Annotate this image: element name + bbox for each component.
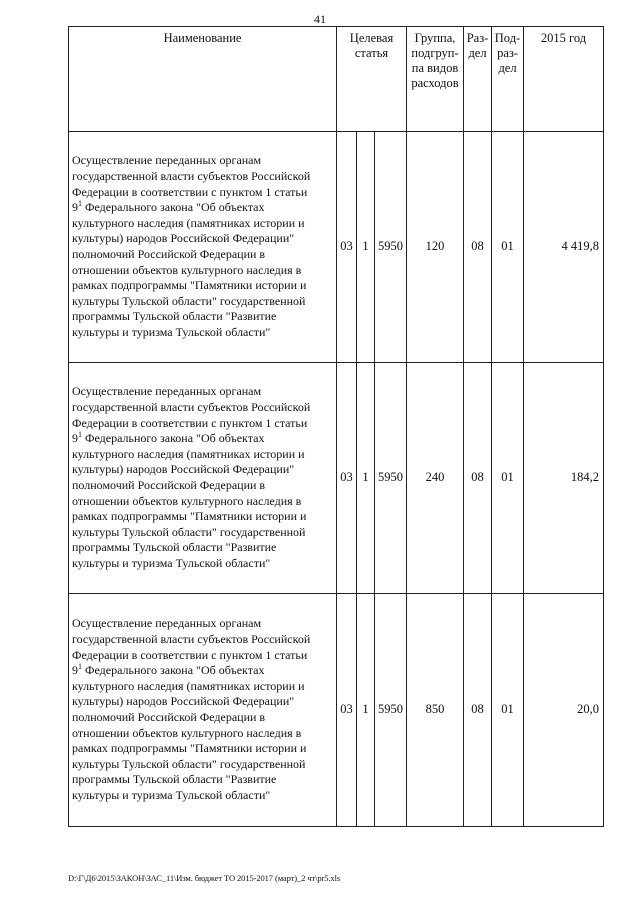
row-name-line: культуры и туризма Тульской области"	[72, 324, 271, 339]
target-article-part-3: 5950	[375, 594, 407, 827]
expense-group: 850	[407, 594, 464, 827]
expense-group: 120	[407, 132, 464, 363]
header-target-article-line: Целевая	[349, 31, 394, 45]
row-name-line: Осуществление переданных органам	[72, 616, 262, 631]
header-group-line: Группа,	[414, 31, 456, 45]
row-name-line: государственной власти субъектов Российской	[72, 632, 311, 647]
header-year	[524, 27, 604, 132]
row-name-line: 9	[72, 431, 78, 446]
section: 08	[464, 363, 492, 594]
row-name-line: культурного наследия (памятниках истории и	[72, 446, 305, 461]
row-name-line: Федерации в соответствии с пунктом 1 статьи	[72, 184, 308, 199]
row-name-line: культуры Тульской области" государственной	[72, 524, 306, 539]
row-name	[69, 132, 337, 363]
row-name-line: отношении объектов культурного наследия в	[72, 493, 302, 508]
subsection: 01	[492, 132, 524, 363]
row-name-line: полномочий Российской Федерации в	[72, 710, 266, 724]
row-name-line: Федерального закона "Об объектах	[85, 200, 265, 215]
header-section	[464, 27, 492, 132]
target-article-part-2: 1	[357, 132, 375, 363]
header-section-line: дел	[468, 46, 487, 60]
row-name-line: рамках подпрограммы "Памятники истории и	[72, 278, 307, 293]
superscript: 1	[78, 199, 82, 209]
row-name-line: культуры Тульской области" государственной	[72, 756, 306, 771]
target-article-part-2: 1	[357, 363, 375, 594]
header-subsection-line: Под-	[494, 31, 521, 45]
amount-2015: 184,2	[524, 363, 604, 594]
row-name-line: культуры и туризма Тульской области"	[72, 555, 271, 570]
row-name-line: культуры) народов Российской Федерации"	[72, 694, 295, 709]
row-name-line: Федерации в соответствии с пунктом 1 статьи	[72, 647, 308, 662]
row-name	[69, 363, 337, 594]
header-year-label: 2015 год	[540, 31, 587, 45]
row-name-line: культуры и туризма Тульской области"	[72, 787, 271, 802]
header-target-article-line: статья	[354, 46, 389, 60]
superscript: 1	[78, 430, 82, 440]
amount-2015: 4 419,8	[524, 132, 604, 363]
header-row	[69, 27, 604, 132]
row-name	[69, 594, 337, 827]
target-article-part-2: 1	[357, 594, 375, 827]
header-subsection-line: раз-	[497, 46, 518, 60]
row-name-line: Осуществление переданных органам	[72, 153, 262, 168]
row-name-line: полномочий Российской Федерации в	[72, 478, 266, 492]
row-name-line: отношении объектов культурного наследия в	[72, 262, 302, 277]
target-article-part-1: 03	[337, 363, 357, 594]
header-name: Наименование	[69, 27, 337, 132]
expense-group: 240	[407, 363, 464, 594]
header-section-line: Раз-	[466, 31, 489, 45]
row-name-line: культурного наследия (памятниках истории и	[72, 215, 305, 230]
table-row	[69, 594, 604, 827]
row-name-line: программы Тульской области "Развитие	[72, 540, 277, 555]
section: 08	[464, 132, 492, 363]
target-article-part-1: 03	[337, 594, 357, 827]
row-name-line: Федерального закона "Об объектах	[85, 663, 265, 678]
row-name-line: 9	[72, 663, 78, 678]
row-name-line: рамках подпрограммы "Памятники истории и	[72, 509, 307, 524]
row-name-line: культуры) народов Российской Федерации"	[72, 462, 295, 477]
target-article-part-3: 5950	[375, 363, 407, 594]
table-row	[69, 363, 604, 594]
budget-table	[68, 26, 604, 827]
row-name-line: Федерального закона "Об объектах	[85, 431, 265, 446]
file-path-footer: D:\Г\Д6\2015\ЗАКОН\ЗАС_11\Изм. бюджет ТО 2015-2017 (март)_2 чт\pr5.xls	[68, 873, 341, 883]
amount-2015: 20,0	[524, 594, 604, 827]
row-name-line: рамках подпрограммы "Памятники истории и	[72, 741, 307, 756]
row-name-line: государственной власти субъектов Российской	[72, 400, 311, 415]
target-article-part-1: 03	[337, 132, 357, 363]
row-name-line: государственной власти субъектов Российской	[72, 169, 311, 184]
header-target-article	[337, 27, 407, 132]
header-subsection-line: дел	[498, 61, 517, 75]
section: 08	[464, 594, 492, 827]
row-name-line: отношении объектов культурного наследия в	[72, 725, 302, 740]
header-group-line: расходов	[411, 76, 459, 90]
table-row	[69, 132, 604, 363]
row-name-line: программы Тульской области "Развитие	[72, 309, 277, 324]
header-group	[407, 27, 464, 132]
subsection: 01	[492, 363, 524, 594]
superscript: 1	[78, 662, 82, 672]
target-article-part-3: 5950	[375, 132, 407, 363]
header-subsection	[492, 27, 524, 132]
row-name-line: культуры Тульской области" государственной	[72, 293, 306, 308]
page-number: 41	[314, 12, 326, 26]
subsection: 01	[492, 594, 524, 827]
header-group-line: подгруп-	[411, 46, 459, 60]
row-name-line: культурного наследия (памятниках истории и	[72, 678, 305, 693]
row-name-line: программы Тульской области "Развитие	[72, 772, 277, 787]
row-name-line: 9	[72, 200, 78, 215]
row-name-line: Федерации в соответствии с пунктом 1 статьи	[72, 415, 308, 430]
header-group-line: па видов	[411, 61, 459, 75]
row-name-line: Осуществление переданных органам	[72, 384, 262, 399]
row-name-line: культуры) народов Российской Федерации"	[72, 231, 295, 246]
row-name-line: полномочий Российской Федерации в	[72, 247, 266, 261]
